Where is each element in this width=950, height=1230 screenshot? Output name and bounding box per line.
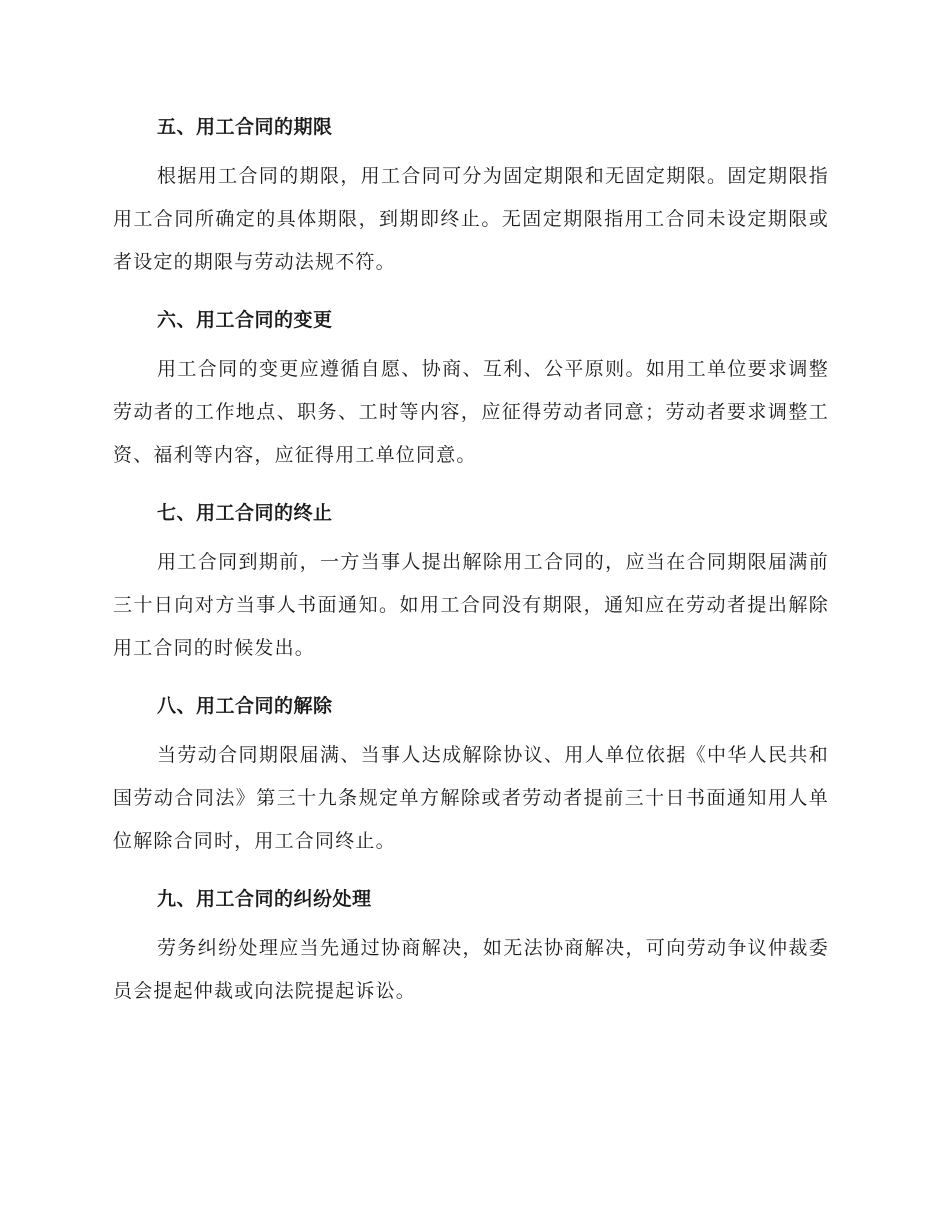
section-heading: 六、用工合同的变更 (157, 309, 333, 331)
section-term (113, 112, 829, 284)
section-paragraph: 用工合同到期前，一方当事人提出解除用工合同的，应当在合同期限届满前三十日向对方当事人书面通知。如用工合同没有期限，通知应在劳动者提出解除用工合同的时候发出。 (113, 551, 829, 659)
section-termination (113, 498, 829, 670)
section-change (113, 305, 829, 477)
section-dispute (113, 884, 829, 1013)
section-paragraph: 当劳动合同期限届满、当事人达成解除协议、用人单位依据《中华人民共和国劳动合同法》第三十九条规定单方解除或者劳动者提前三十日书面通知用人单位解除合同时，用工合同终止。 (113, 744, 829, 852)
section-heading: 五、用工合同的期限 (157, 116, 333, 138)
section-heading: 九、用工合同的纠纷处理 (157, 888, 372, 910)
document-body (113, 112, 829, 1034)
section-paragraph: 劳务纠纷处理应当先通过协商解决，如无法协商解决，可向劳动争议仲裁委员会提起仲裁或向法院提起诉讼。 (113, 937, 829, 1002)
section-paragraph: 用工合同的变更应遵循自愿、协商、互利、公平原则。如用工单位要求调整劳动者的工作地点、职务、工时等内容，应征得劳动者同意；劳动者要求调整工资、福利等内容，应征得用工单位同意。 (113, 358, 829, 466)
section-heading: 八、用工合同的解除 (157, 695, 333, 717)
section-heading: 七、用工合同的终止 (157, 502, 333, 524)
section-paragraph: 根据用工合同的期限，用工合同可分为固定期限和无固定期限。固定期限指用工合同所确定的具体期限，到期即终止。无固定期限指用工合同未设定期限或者设定的期限与劳动法规不符。 (113, 165, 829, 273)
section-dissolution (113, 691, 829, 863)
